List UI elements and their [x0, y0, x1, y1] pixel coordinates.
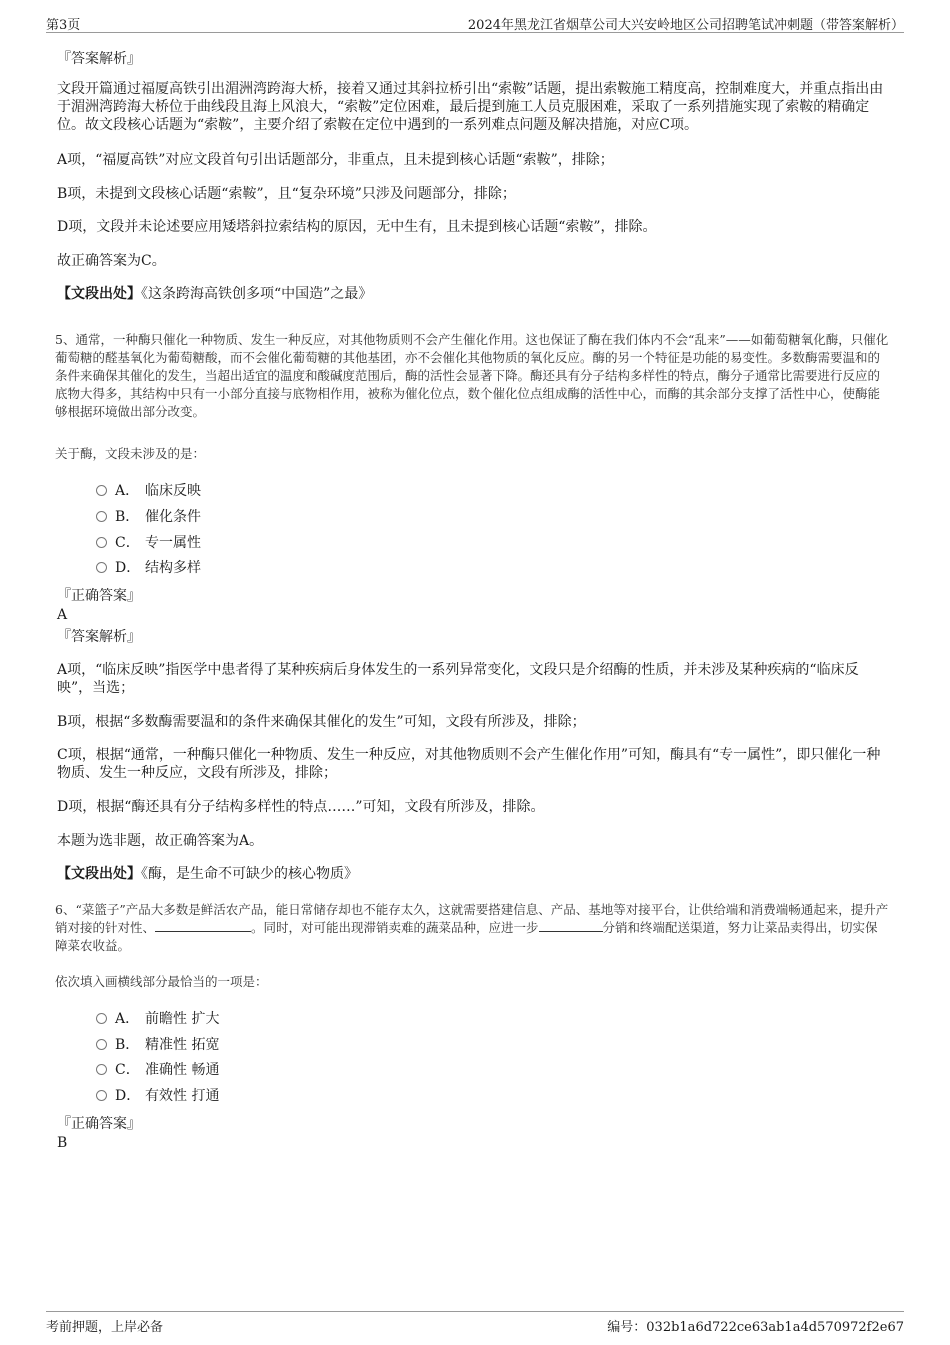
- radio-icon[interactable]: [96, 537, 107, 548]
- option-letter: C．: [115, 1062, 140, 1078]
- radio-icon[interactable]: [96, 485, 107, 496]
- q5-analysis-option-c: C项，根据“通常，一种酶只催化一种物质、发生一种反应，对其他物质则不会产生催化作用”可知，酶具有“专一属性”，即只催化一种物质、发生一种反应，文段有所涉及，排除；: [57, 747, 881, 781]
- q5-option-d[interactable]: [96, 558, 201, 578]
- page-footer: [46, 1311, 904, 1334]
- q6-passage-part3: 分销和终端配送渠道，努力让菜品卖得出，切实保障菜农收益。: [55, 920, 878, 953]
- q6-option-b[interactable]: [96, 1035, 219, 1055]
- option-text: 催化条件: [145, 509, 201, 525]
- q6-answer: B: [57, 1135, 68, 1151]
- footer-slogan: 考前押题，上岸必备: [46, 1320, 164, 1335]
- q4-analysis-option-b: B项，未提到文段核心话题“索鞍”，且“复杂环境”只涉及问题部分，排除；: [57, 186, 516, 202]
- q5-answer: A: [57, 607, 68, 623]
- q5-option-a[interactable]: [96, 481, 201, 501]
- q5-source-label: 【文段出处】: [57, 866, 141, 882]
- fill-blank-2[interactable]: [539, 919, 603, 932]
- option-letter: D．: [115, 560, 141, 576]
- page-number: 第3页: [46, 18, 81, 33]
- q6-passage: [55, 901, 890, 955]
- q6-question: 依次填入画横线部分最恰当的一项是：: [55, 974, 268, 989]
- document-title: 2024年黑龙江省烟草公司大兴安岭地区公司招聘笔试冲刺题（带答案解析）: [467, 18, 904, 33]
- option-text: 精准性 拓宽: [145, 1037, 220, 1053]
- page-header: [46, 12, 904, 33]
- q5-answer-heading: 『正确答案』: [57, 588, 141, 604]
- q5-source: [57, 865, 887, 883]
- option-text: 有效性 打通: [145, 1088, 220, 1104]
- q4-analysis-option-d: D项，文段并未论述要应用矮塔斜拉索结构的原因，无中生有，且未提到核心话题“索鞍”，排除。: [57, 219, 657, 235]
- option-text: 临床反映: [145, 483, 201, 499]
- q6-option-d[interactable]: [96, 1086, 219, 1106]
- option-text: 前瞻性 扩大: [145, 1011, 220, 1027]
- option-letter: A．: [115, 483, 140, 499]
- q4-source: [57, 285, 887, 303]
- q5-analysis-option-b: B项，根据“多数酶需要温和的条件来确保其催化的发生”可知，文段有所涉及，排除；: [57, 714, 586, 730]
- q6-option-a[interactable]: [96, 1009, 219, 1029]
- q6-option-c[interactable]: [96, 1060, 219, 1080]
- document-id: 编号：032b1a6d722ce63ab1a4d570972f2e67: [607, 1320, 904, 1335]
- radio-icon[interactable]: [96, 562, 107, 573]
- q6-passage-part1: 6、“菜篮子”产品大多数是鲜活农产品，能日常储存却也不能存太久，这就需要搭建信息、产品、基地等对接平台，让供给端和消费端畅通起来，提升产销对接的针对性、: [55, 902, 889, 935]
- q4-analysis-heading: 『答案解析』: [57, 51, 141, 67]
- option-letter: B．: [115, 1037, 140, 1053]
- option-letter: A．: [115, 1011, 140, 1027]
- option-letter: B．: [115, 509, 140, 525]
- q5-passage: 5、通常，一种酶只催化一种物质、发生一种反应，对其他物质则不会产生催化作用。这也保证了酶在我们体内不会“乱来”——如葡萄糖氧化酶，只催化葡萄糖的醛基氧化为葡萄糖酸，而不会催化葡萄糖的其他基团，亦不会催化其他物质的氧化反应。酶的另一个特征是功能的易变性。多数酶需要温和的条件来确保其催化的发生，当超出适宜的温度和酸碱度范围后，酶的活性会显著下降。酶还具有分子结构多样性的特点，酶分子通常比需要进行反应的底物大得多，其结构中只有一小部分直接与底物相作用，被称为催化位点，数个催化位点组成酶的活性中心，而酶的其余部分支撑了活性中心，使酶能够根据环境做出部分改变。: [55, 332, 889, 419]
- q5-conclusion: 本题为选非题，故正确答案为A。: [57, 833, 264, 849]
- option-letter: C．: [115, 535, 140, 551]
- q5-option-c[interactable]: [96, 533, 201, 553]
- q5-analysis-heading: 『答案解析』: [57, 629, 141, 645]
- q4-analysis-option-a: A项，“福厦高铁”对应文段首句引出话题部分，非重点，且未提到核心话题“索鞍”，排除；: [57, 152, 614, 168]
- radio-icon[interactable]: [96, 1013, 107, 1024]
- option-text: 结构多样: [145, 560, 201, 576]
- q4-source-text: 《这条跨海高铁创多项“中国造”之最》: [141, 286, 373, 302]
- q6-answer-heading: 『正确答案』: [57, 1116, 141, 1132]
- q5-analysis-option-a: A项，“临床反映”指医学中患者得了某种疾病后身体发生的一系列异常变化，文段只是介绍酶的性质，并未涉及某种疾病的“临床反映”，当选；: [57, 662, 859, 696]
- q5-question: 关于酶，文段未涉及的是：: [55, 446, 206, 461]
- q6-passage-part2: 。同时，对可能出现滞销卖难的蔬菜品种，应进一步: [251, 920, 539, 935]
- q5-source-text: 《酶，是生命不可缺少的核心物质》: [141, 866, 358, 882]
- radio-icon[interactable]: [96, 511, 107, 522]
- radio-icon[interactable]: [96, 1064, 107, 1075]
- option-text: 专一属性: [145, 535, 201, 551]
- option-text: 准确性 畅通: [145, 1062, 220, 1078]
- q4-source-label: 【文段出处】: [57, 286, 141, 302]
- option-letter: D．: [115, 1088, 141, 1104]
- radio-icon[interactable]: [96, 1039, 107, 1050]
- q5-analysis-option-d: D项，根据“酶还具有分子结构多样性的特点……”可知，文段有所涉及，排除。: [57, 799, 545, 815]
- q4-analysis-paragraph: 文段开篇通过福厦高铁引出湄洲湾跨海大桥，接着又通过其斜拉桥引出“索鞍”话题，提出索鞍施工精度高，控制难度大，并重点指出由于湄洲湾跨海大桥位于曲线段且海上风浪大，“索鞍”定位困难，最后提到施工人员克服困难，采取了一系列措施实现了索鞍的精确定位。故文段核心话题为“索鞍”，主要介绍了索鞍在定位中遇到的一系列难点问题及解决措施，对应C项。: [57, 81, 884, 133]
- radio-icon[interactable]: [96, 1090, 107, 1101]
- q5-option-b[interactable]: [96, 507, 201, 527]
- q4-conclusion: 故正确答案为C。: [57, 253, 166, 269]
- fill-blank-1[interactable]: [155, 919, 251, 932]
